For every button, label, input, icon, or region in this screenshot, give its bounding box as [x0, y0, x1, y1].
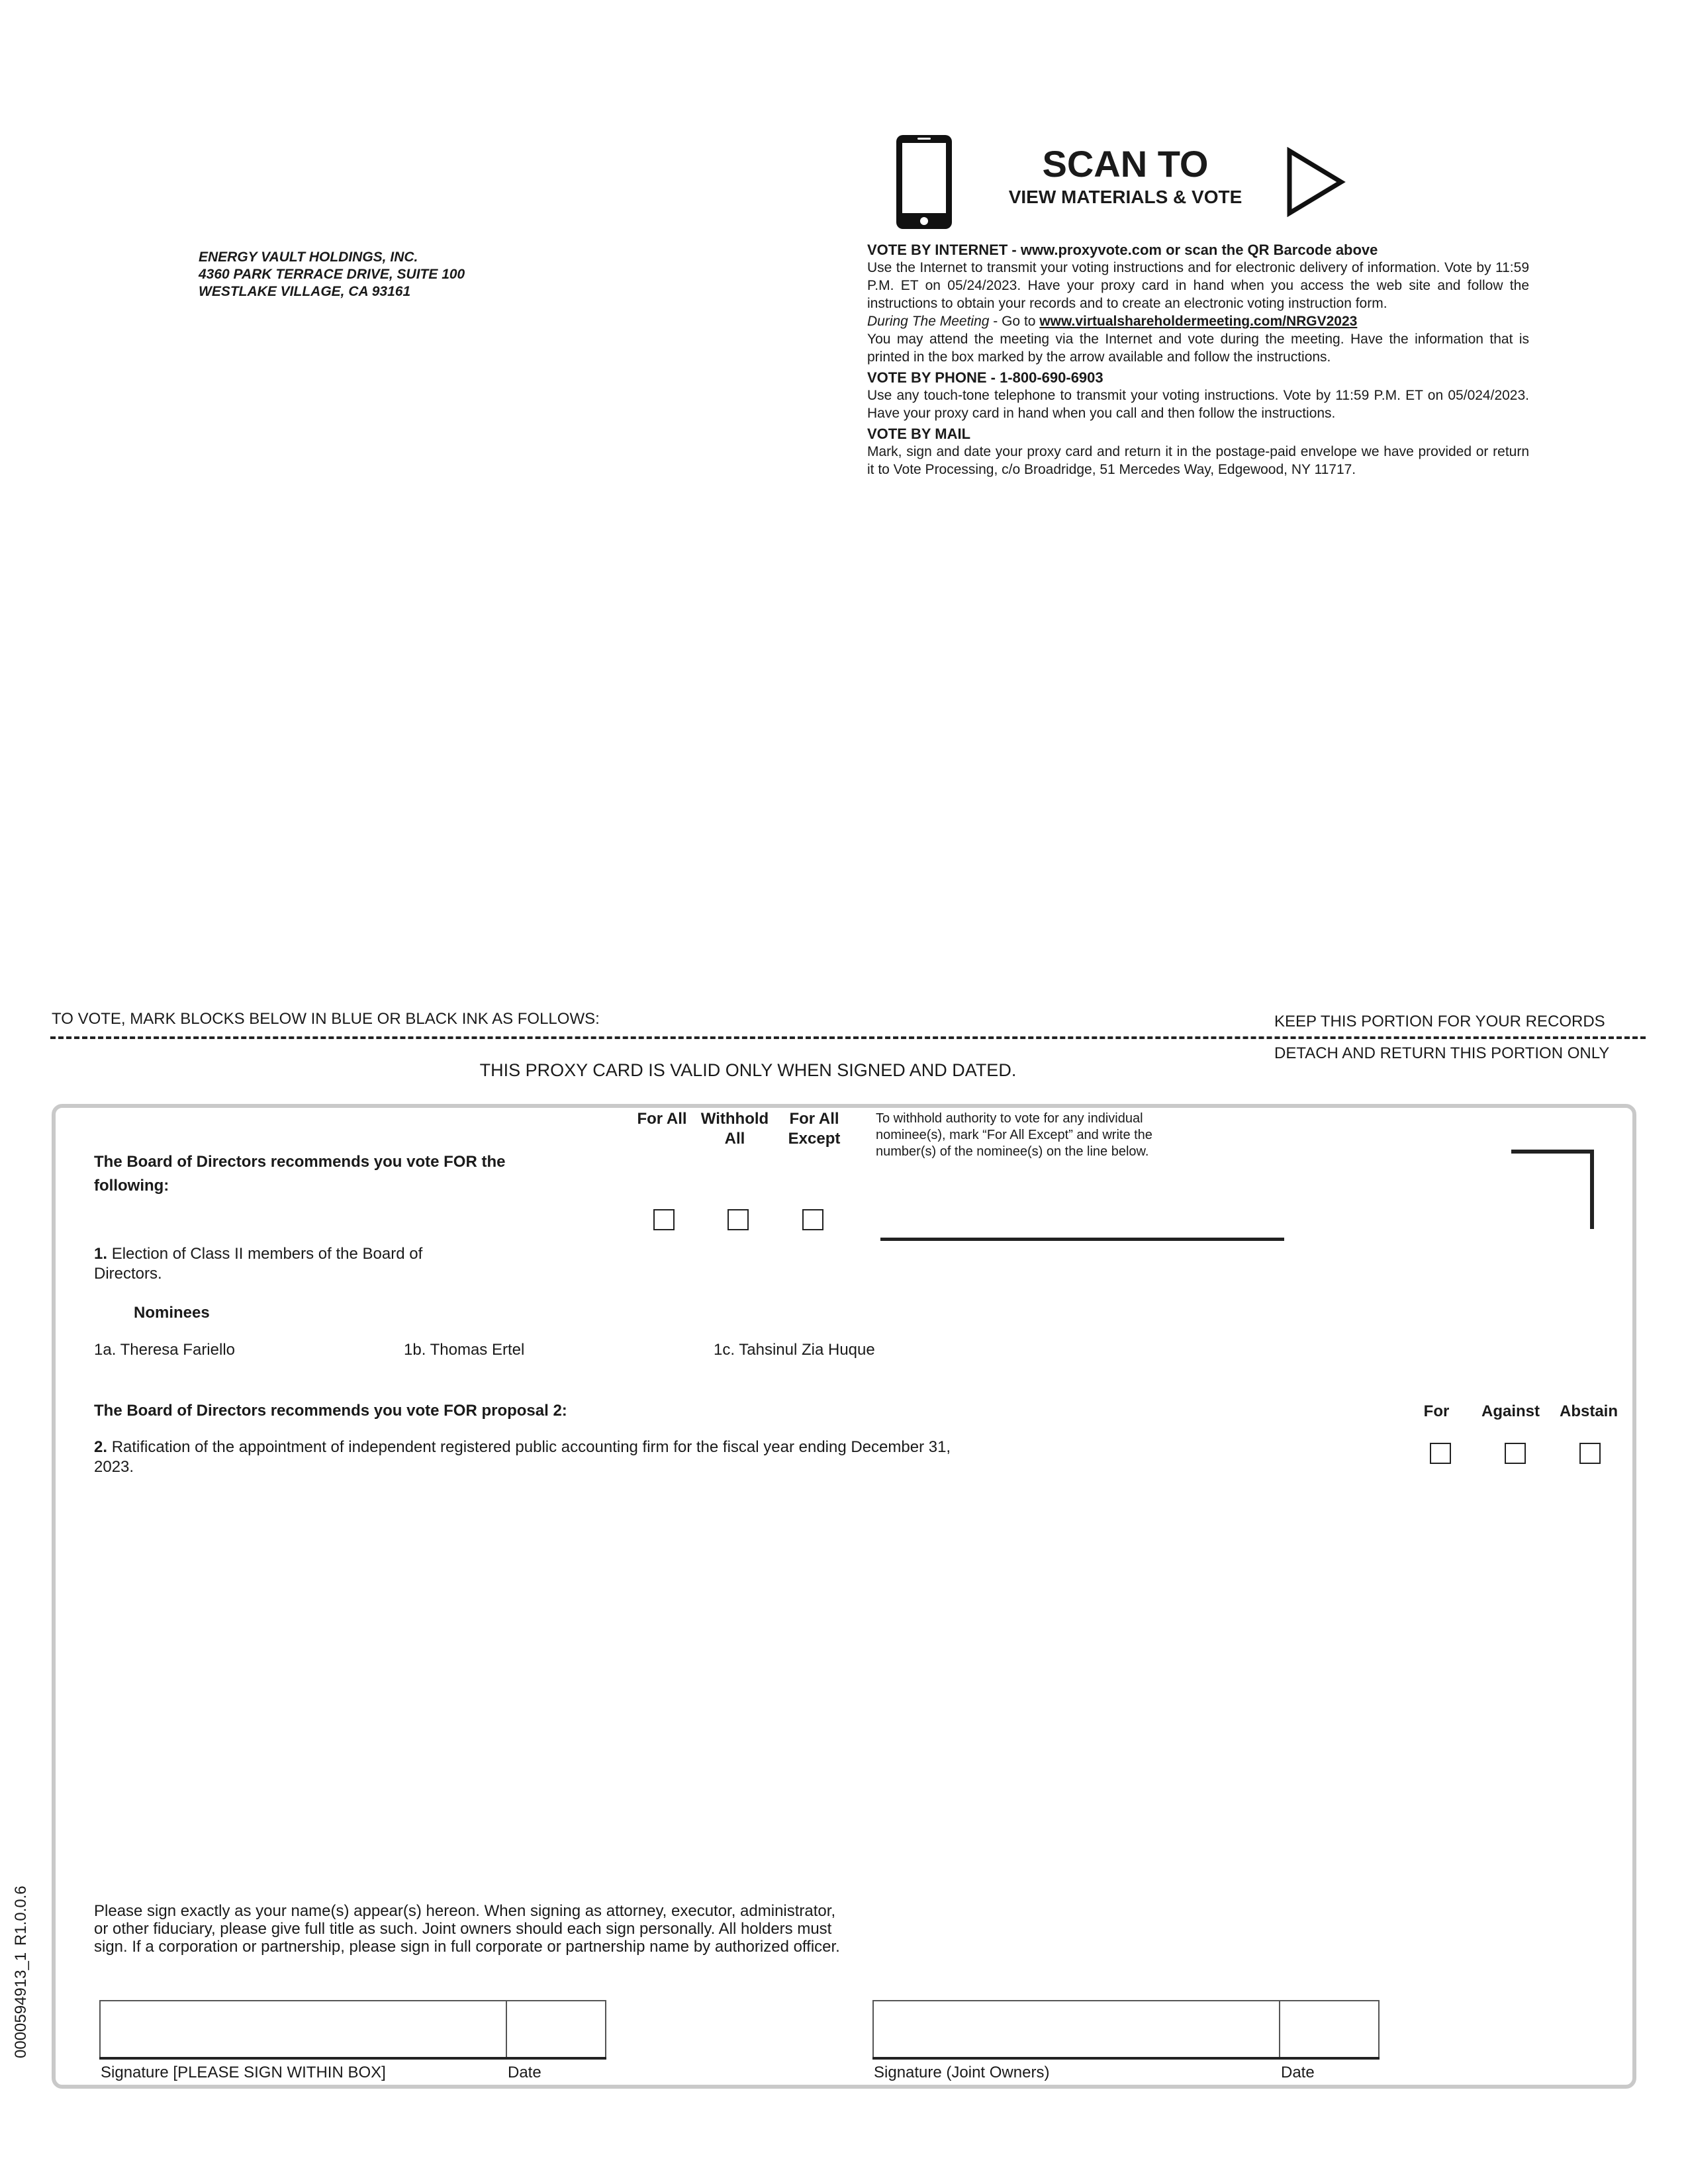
joint-signature-underline	[872, 2057, 1380, 2060]
proposal-1-number: 1.	[94, 1245, 108, 1263]
proposal-2-for-checkbox[interactable]	[1430, 1443, 1451, 1464]
side-code-id: 0000594913_1	[12, 1952, 30, 2058]
col-for-all: For All	[637, 1110, 687, 1128]
company-address-line2: WESTLAKE VILLAGE, CA 93161	[199, 284, 411, 299]
joint-date-label: Date	[1281, 2064, 1315, 2081]
col-for-all-except: For All Except	[788, 1110, 841, 1148]
proposal-1	[94, 1244, 491, 1284]
meeting-text: You may attend the meeting via the Internet and vote during the meeting. Have the information that is printed in the box marked by the arrow available and follow the instructions.	[867, 332, 1529, 365]
corner-mark	[1511, 1150, 1594, 1154]
for-all-checkbox[interactable]	[653, 1209, 675, 1230]
play-arrow-icon	[1286, 147, 1346, 217]
scan-title: SCAN TO	[1042, 143, 1209, 185]
signature-instructions: Please sign exactly as your name(s) appear(s) hereon. When signing as attorney, executor, administrator, or other fiduciary, please give full title as such. Joint owners should each sign personally. All holders must sign. If a corporation or partnership, please sign in full corporate or partnership name by authorized officer.	[94, 1902, 840, 1956]
col-abstain: Abstain	[1559, 1402, 1618, 1420]
col-for: For	[1423, 1402, 1450, 1420]
mark-instructions: TO VOTE, MARK BLOCKS BELOW IN BLUE OR BLACK INK AS FOLLOWS:	[52, 1010, 600, 1028]
withhold-note: To withhold authority to vote for any individual nominee(s), mark “For All Except” and write the number(s) of the nominee(s) on the line below.	[876, 1111, 1152, 1159]
vote-internet-heading: VOTE BY INTERNET - www.proxyvote.com or scan the QR Barcode above	[867, 242, 1378, 258]
date-label: Date	[508, 2064, 541, 2081]
nominee-1b: 1b. Thomas Ertel	[404, 1341, 525, 1359]
meeting-line	[867, 312, 1529, 330]
date-box[interactable]	[506, 2000, 606, 2058]
joint-date-box[interactable]	[1279, 2000, 1380, 2058]
company-name: ENERGY VAULT HOLDINGS, INC.	[199, 250, 418, 265]
proposal-2-number: 2.	[94, 1438, 108, 1456]
board-recommendation-2: The Board of Directors recommends you vote FOR proposal 2:	[94, 1402, 567, 1420]
smartphone-icon	[894, 132, 955, 232]
signature-label: Signature [PLEASE SIGN WITHIN BOX]	[101, 2064, 386, 2081]
vote-mail-text: Mark, sign and date your proxy card and return it in the postage-paid envelope we have provided or return it to Vote Processing, c/o Broadridge, 51 Mercedes Way, Edgewood, NY 11717.	[867, 444, 1529, 477]
keep-portion-label: KEEP THIS PORTION FOR YOUR RECORDS	[1274, 1013, 1605, 1030]
voting-instructions	[867, 238, 1529, 478]
return-portion-label: DETACH AND RETURN THIS PORTION ONLY	[1274, 1044, 1610, 1062]
proposal-2-against-checkbox[interactable]	[1505, 1443, 1526, 1464]
meeting-goto: - Go to	[989, 314, 1040, 329]
for-all-except-checkbox[interactable]	[802, 1209, 823, 1230]
joint-signature-label: Signature (Joint Owners)	[874, 2064, 1050, 2081]
nominee-1c: 1c. Tahsinul Zia Huque	[714, 1341, 875, 1359]
board-recommendation-1: The Board of Directors recommends you vote FOR the following:	[94, 1153, 506, 1195]
valid-notice: THIS PROXY CARD IS VALID ONLY WHEN SIGNED AND DATED.	[479, 1060, 1017, 1080]
vote-mail-heading: VOTE BY MAIL	[867, 426, 971, 442]
meeting-prefix: During The Meeting	[867, 314, 990, 329]
vote-phone-text: Use any touch-tone telephone to transmit your voting instructions. Vote by 11:59 P.M. ET on 05/024/2023. Have your proxy card in hand when you call and then follow the instructions.	[867, 388, 1529, 421]
signature-underline	[99, 2057, 606, 2060]
col-withhold-all: Withhold All	[700, 1110, 769, 1148]
col-against: Against	[1481, 1402, 1540, 1420]
proposal-2-abstain-checkbox[interactable]	[1579, 1443, 1601, 1464]
joint-signature-box[interactable]	[872, 2000, 1280, 2058]
signature-box[interactable]	[99, 2000, 507, 2058]
nominee-1a: 1a. Theresa Fariello	[94, 1341, 235, 1359]
scan-subtitle: VIEW MATERIALS & VOTE	[1008, 187, 1243, 207]
corner-mark-vertical	[1590, 1150, 1594, 1229]
meeting-url-link[interactable]: www.virtualshareholdermeeting.com/NRGV2023	[1039, 314, 1358, 329]
vote-phone-heading: VOTE BY PHONE - 1-800-690-6903	[867, 369, 1103, 386]
proposal-2	[94, 1437, 981, 1477]
company-address	[199, 249, 465, 300]
detach-line[interactable]	[50, 1036, 1646, 1039]
company-address-line1: 4360 PARK TERRACE DRIVE, SUITE 100	[199, 267, 465, 282]
proposal-1-text: Election of Class II members of the Board of Directors.	[94, 1245, 423, 1283]
proposal-2-text: Ratification of the appointment of independent registered public accounting firm for the fiscal year ending December 31, 2023.	[94, 1438, 951, 1476]
withhold-all-checkbox[interactable]	[727, 1209, 749, 1230]
side-code-version: R1.0.0.6	[12, 1886, 30, 1946]
vote-internet-text: Use the Internet to transmit your voting instructions and for electronic delivery of information. Vote by 11:59 P.M. ET on 05/24/2023. Have your proxy card in hand when you access the web site and follow the instructions to obtain your records and to create an electronic voting instruction form.	[867, 260, 1529, 311]
nominees-label: Nominees	[134, 1304, 210, 1322]
nominee-exception-line[interactable]	[880, 1238, 1284, 1241]
